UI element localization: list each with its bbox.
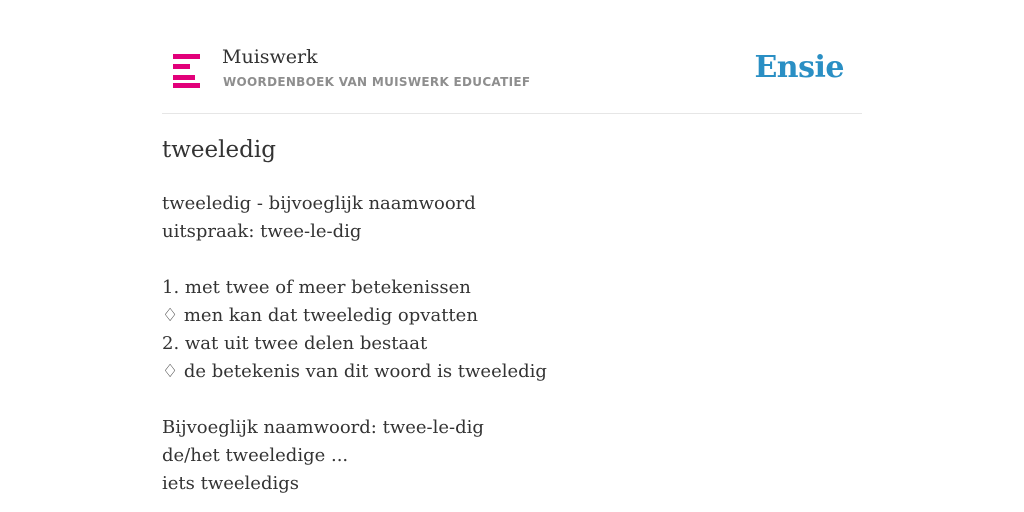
definition-line: de/het tweeledige ... bbox=[162, 445, 349, 466]
definition-line: tweeledig - bijvoeglijk naamwoord bbox=[162, 193, 476, 214]
page-title: tweeledig bbox=[162, 137, 276, 163]
definition-line: ♢ de betekenis van dit woord is tweeledig bbox=[162, 361, 547, 382]
definition-line: 1. met twee of meer betekenissen bbox=[162, 277, 471, 298]
definition-line bbox=[162, 386, 547, 414]
definition-line: ♢ men kan dat tweeledig opvatten bbox=[162, 305, 478, 326]
definition-line: 2. wat uit twee delen bestaat bbox=[162, 333, 428, 354]
definition-body bbox=[162, 190, 547, 498]
source-subtitle: WOORDENBOEK VAN MUISWERK EDUCATIEF bbox=[223, 75, 531, 89]
definition-line: Bijvoeglijk naamwoord: twee-le-dig bbox=[162, 417, 484, 438]
muiswerk-logo-icon[interactable] bbox=[173, 54, 200, 88]
ensie-logo[interactable]: Ensie bbox=[754, 50, 844, 85]
definition-line: uitspraak: twee-le-dig bbox=[162, 221, 362, 242]
definition-line: iets tweeledigs bbox=[162, 473, 299, 494]
header bbox=[162, 0, 862, 114]
source-name[interactable]: Muiswerk bbox=[222, 46, 318, 68]
definition-line bbox=[162, 246, 547, 274]
